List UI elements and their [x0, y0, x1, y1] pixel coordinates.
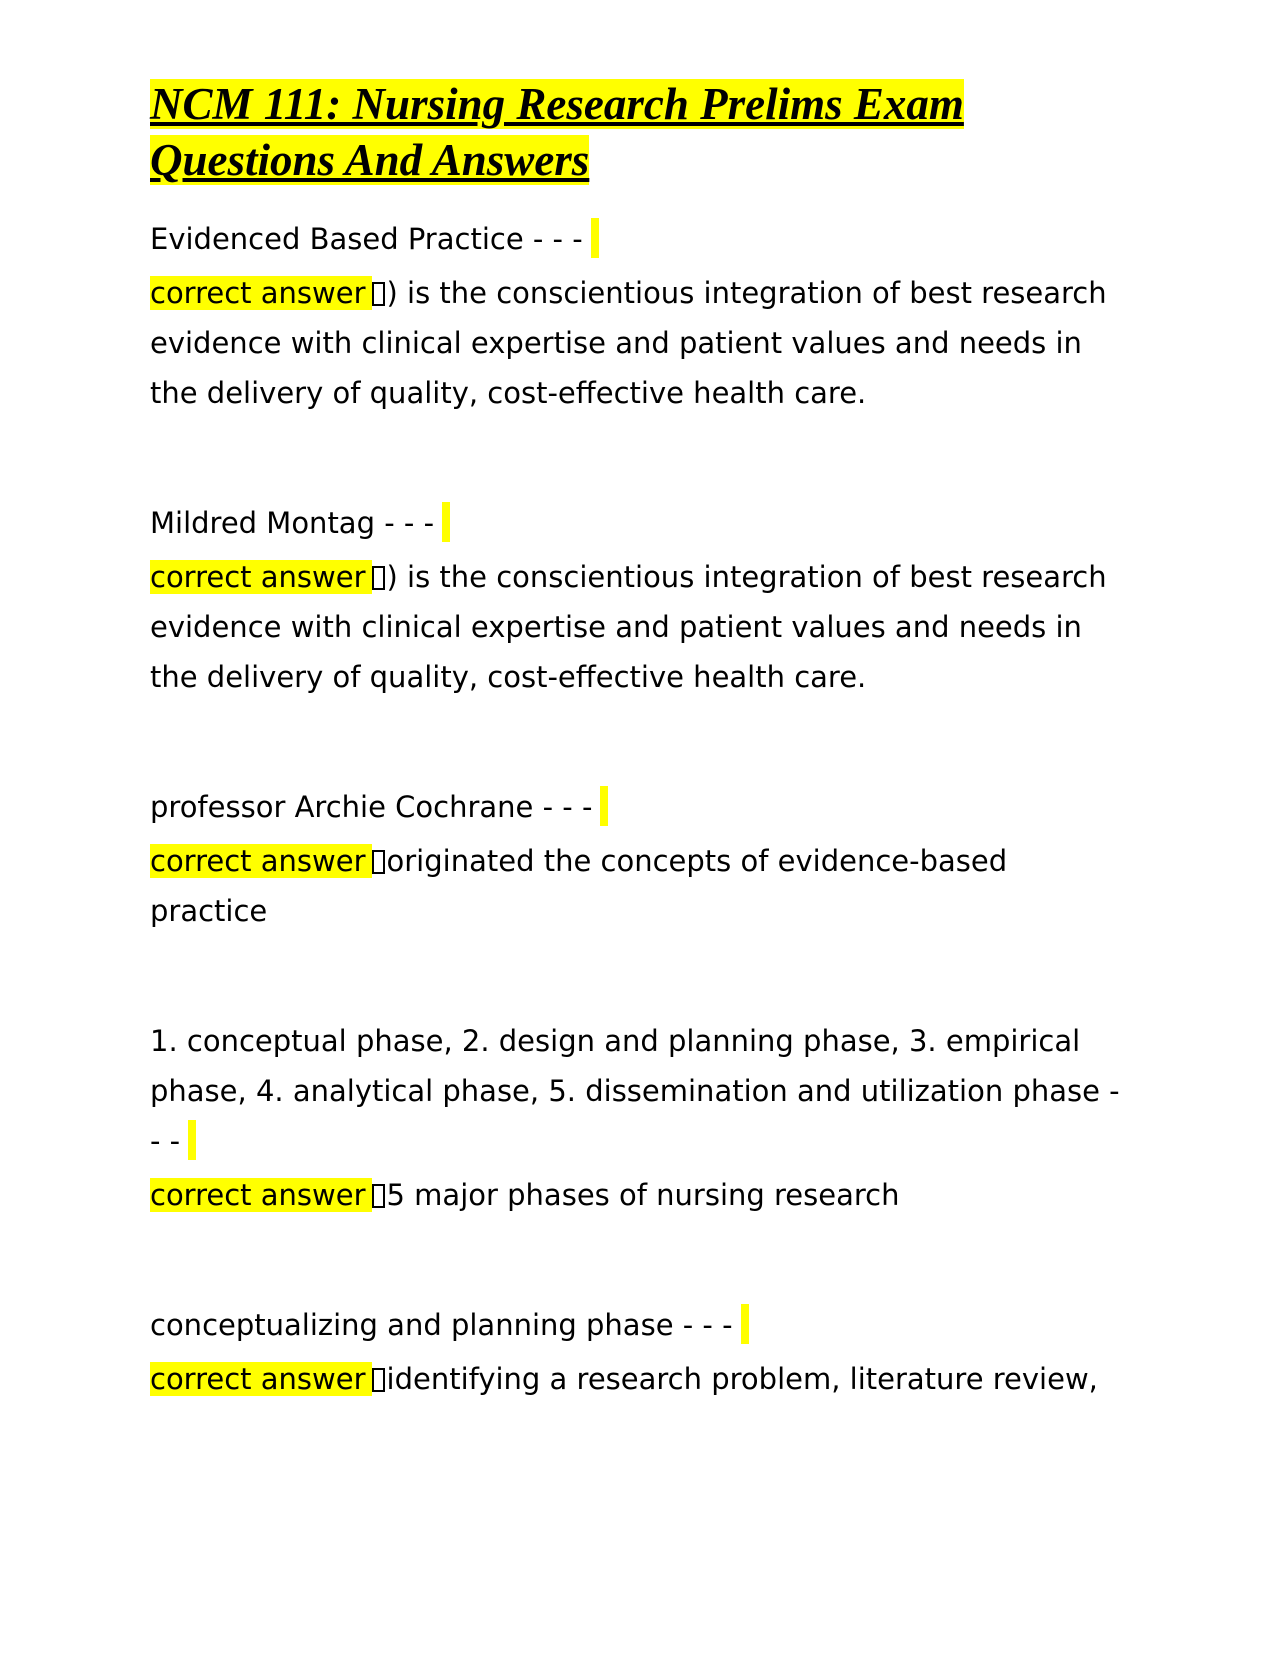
question-term	[150, 498, 1130, 548]
document-title	[150, 76, 1130, 188]
question-term	[150, 214, 1130, 264]
answer-body: originated the concepts of evidence-based practice	[150, 844, 1008, 928]
answer-text	[150, 1354, 1130, 1404]
highlight-marker	[600, 786, 608, 826]
question-term	[150, 1300, 1130, 1350]
answer-body: 5 major phases of nursing research	[386, 1178, 900, 1212]
qa-entry-4	[150, 1016, 1130, 1220]
title-line-1: NCM 111: Nursing Research Prelims Exam	[150, 79, 964, 129]
answer-label: correct answer	[150, 1362, 372, 1396]
answer-label: correct answer	[150, 844, 372, 878]
answer-text	[150, 268, 1130, 418]
missing-glyph-icon	[372, 1368, 385, 1392]
answer-text	[150, 552, 1130, 702]
term-text: professor Archie Cochrane - - -	[150, 790, 593, 824]
answer-body: ) is the conscientious integration of best research evidence with clinical expertise and patient values and needs in the delivery of quality, cost-effective health care.	[150, 276, 1107, 410]
qa-entry-1	[150, 214, 1130, 418]
question-term	[150, 1016, 1130, 1166]
term-text: Mildred Montag - - -	[150, 506, 435, 540]
term-text: Evidenced Based Practice - - -	[150, 222, 583, 256]
term-text: 1. conceptual phase, 2. design and planning phase, 3. empirical phase, 4. analytical phase, 5. dissemination and utilization phase - - -	[150, 1024, 1120, 1158]
qa-entry-2	[150, 498, 1130, 702]
answer-label: correct answer	[150, 1178, 372, 1212]
question-term	[150, 782, 1130, 832]
qa-entry-3	[150, 782, 1130, 936]
answer-label: correct answer	[150, 276, 372, 310]
title-line-2: Questions And Answers	[150, 135, 590, 185]
answer-text	[150, 836, 1130, 936]
missing-glyph-icon	[372, 1184, 385, 1208]
highlight-marker	[188, 1120, 196, 1160]
term-text: conceptualizing and planning phase - - -	[150, 1308, 733, 1342]
document-page	[150, 76, 1130, 1484]
missing-glyph-icon	[372, 566, 385, 590]
highlight-marker	[442, 502, 450, 542]
answer-label: correct answer	[150, 560, 372, 594]
qa-entry-5	[150, 1300, 1130, 1404]
answer-text	[150, 1170, 1130, 1220]
missing-glyph-icon	[372, 282, 385, 306]
missing-glyph-icon	[372, 850, 385, 874]
highlight-marker	[741, 1304, 749, 1344]
answer-body: ) is the conscientious integration of best research evidence with clinical expertise and patient values and needs in the delivery of quality, cost-effective health care.	[150, 560, 1107, 694]
answer-body: identifying a research problem, literature review,	[386, 1362, 1098, 1396]
highlight-marker	[591, 218, 599, 258]
